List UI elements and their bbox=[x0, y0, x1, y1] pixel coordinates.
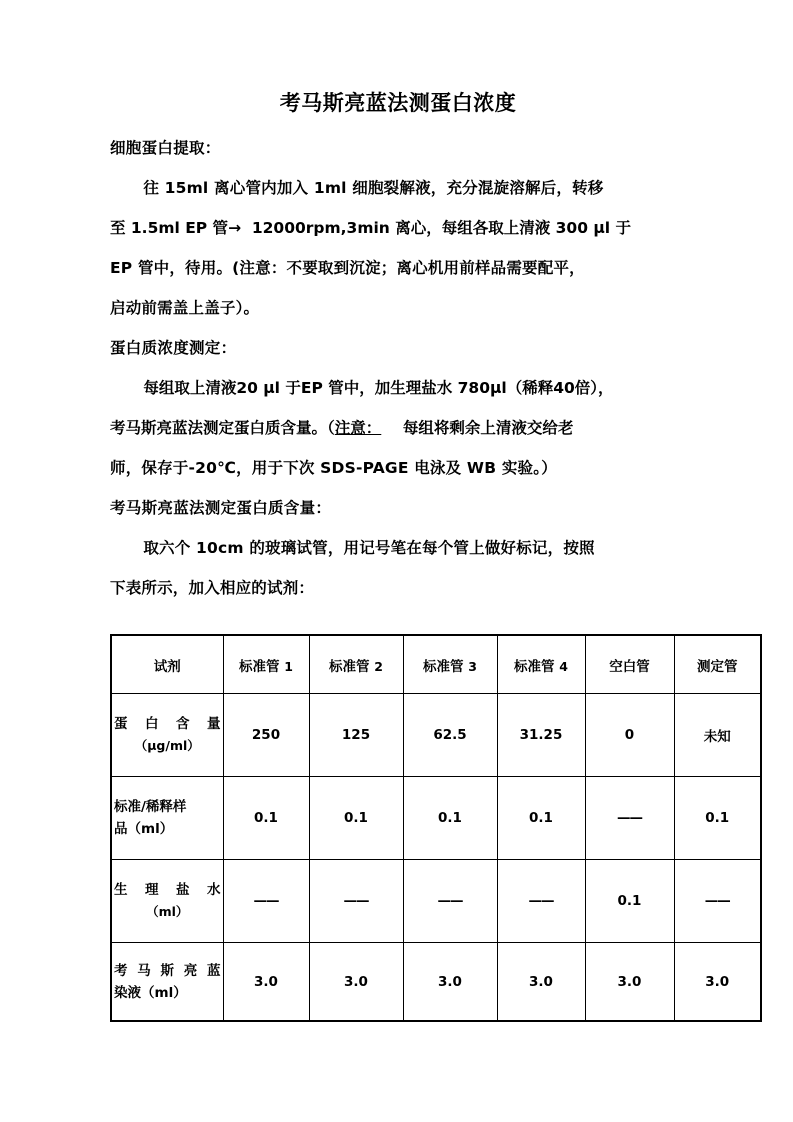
table-header-row bbox=[111, 635, 761, 694]
cell-protein-content-std4: 31.25 bbox=[497, 694, 585, 777]
row-label-sub-0: （μg/ml） bbox=[134, 738, 200, 753]
cell-coomassie-dye-sample: 3.0 bbox=[674, 943, 761, 1022]
cell-protein-content-blank: 0 bbox=[585, 694, 674, 777]
page-title: 考马斯亮蓝法测蛋白浓度 bbox=[279, 91, 517, 115]
header-num-1: 1 bbox=[284, 658, 293, 674]
cell-protein-content-sample: 未知 bbox=[674, 694, 761, 777]
right-arrow-icon: → bbox=[228, 219, 242, 237]
paragraph-extraction-line4: 启动前需盖上盖子）。 bbox=[110, 299, 260, 317]
table-header-sample-tube bbox=[674, 635, 761, 694]
table-row-coomassie-dye bbox=[111, 943, 761, 1022]
heading-protein-concentration: 蛋白质浓度测定： bbox=[110, 339, 237, 357]
header-label-5: 空白管 bbox=[609, 658, 650, 675]
header-num-4: 4 bbox=[559, 658, 568, 674]
row-label-main-1: 标准/稀释样 bbox=[114, 799, 187, 815]
cell-saline-sample: —— bbox=[674, 860, 761, 943]
table-header-standard-4 bbox=[497, 635, 585, 694]
cell-coomassie-dye-std4: 3.0 bbox=[497, 943, 585, 1022]
cell-saline-std1: —— bbox=[223, 860, 309, 943]
row-label-main-2: 生理盐水 bbox=[114, 882, 221, 898]
table-header-standard-2 bbox=[309, 635, 403, 694]
cell-standard-dilution-sample: 0.1 bbox=[674, 777, 761, 860]
cell-protein-content-std3: 62.5 bbox=[403, 694, 497, 777]
row-label-coomassie-dye bbox=[111, 943, 223, 1022]
cell-protein-content-std1: 250 bbox=[223, 694, 309, 777]
paragraph-extraction-line1: 往 15ml 离心管内加入 1ml 细胞裂解液，充分混旋溶解后，转移 bbox=[143, 179, 604, 197]
row-label-saline bbox=[111, 860, 223, 943]
concentration-line2-part-a: 考马斯亮蓝法测定蛋白质含量。（ bbox=[110, 419, 335, 437]
row-label-main-3: 考马斯亮蓝 bbox=[114, 962, 221, 979]
paragraph-concentration-line1: 每组取上清液20 μl 于EP 管中，加生理盐水 780μl（稀释40倍）， bbox=[143, 379, 614, 397]
table-row-protein-content bbox=[111, 694, 761, 777]
paragraph-extraction-line3: EP 管中，待用。(注意：不要取到沉淀；离心机用前样品需要配平， bbox=[110, 259, 585, 277]
table-row-standard-dilution bbox=[111, 777, 761, 860]
paragraph-concentration-line2 bbox=[110, 408, 686, 448]
note-label-underlined: 注意： bbox=[334, 419, 382, 437]
heading-coomassie-measurement: 考马斯亮蓝法测定蛋白质含量： bbox=[110, 499, 332, 517]
row-label-main-0: 蛋白含量 bbox=[114, 716, 221, 732]
paragraph-extraction-line2 bbox=[110, 208, 686, 248]
header-num-3: 3 bbox=[468, 658, 477, 674]
cell-standard-dilution-std1: 0.1 bbox=[223, 777, 309, 860]
table-header-standard-1 bbox=[223, 635, 309, 694]
header-label-6: 测定管 bbox=[697, 658, 738, 675]
row-label-standard-dilution bbox=[111, 777, 223, 860]
cell-saline-std2: —— bbox=[309, 860, 403, 943]
table-header-standard-3 bbox=[403, 635, 497, 694]
table-row-saline bbox=[111, 860, 761, 943]
cell-coomassie-dye-std1: 3.0 bbox=[223, 943, 309, 1022]
header-label-3: 标准管 bbox=[423, 658, 464, 675]
header-label-1: 标准管 bbox=[239, 658, 280, 675]
row-label-sub-2: （ml） bbox=[146, 904, 189, 919]
reagent-table-container bbox=[110, 634, 760, 1022]
header-num-2: 2 bbox=[374, 658, 383, 674]
cell-coomassie-dye-blank: 3.0 bbox=[585, 943, 674, 1022]
paragraph-measure-line1: 取六个 10cm 的玻璃试管，用记号笔在每个管上做好标记，按照 bbox=[143, 539, 595, 557]
header-label-4: 标准管 bbox=[514, 658, 555, 675]
cell-coomassie-dye-std3: 3.0 bbox=[403, 943, 497, 1022]
header-label-2: 标准管 bbox=[329, 658, 370, 675]
header-label-0: 试剂 bbox=[153, 658, 181, 675]
cell-standard-dilution-std3: 0.1 bbox=[403, 777, 497, 860]
cell-saline-blank: 0.1 bbox=[585, 860, 674, 943]
cell-saline-std4: —— bbox=[497, 860, 585, 943]
heading-cell-protein-extraction: 细胞蛋白提取： bbox=[110, 139, 221, 157]
extraction-line2-part-b: 12000rpm,3min 离心，每组各取上清液 300 bbox=[251, 219, 588, 237]
extraction-line2-part-c: μl 于 bbox=[593, 219, 632, 237]
paragraph-measure-line2: 下表所示，加入相应的试剂： bbox=[110, 579, 315, 597]
reagent-table bbox=[110, 634, 762, 1022]
cell-standard-dilution-blank: —— bbox=[585, 777, 674, 860]
row-label-sub-1: 品（ml） bbox=[114, 821, 174, 837]
row-label-sub-3: 染液（ml） bbox=[114, 984, 187, 1001]
row-label-protein-content bbox=[111, 694, 223, 777]
cell-protein-content-std2: 125 bbox=[309, 694, 403, 777]
cell-saline-std3: —— bbox=[403, 860, 497, 943]
paragraph-concentration-line3: 师，保存于-20℃，用于下次 SDS-PAGE 电泳及 WB 实验。） bbox=[110, 459, 557, 477]
table-header-blank-tube bbox=[585, 635, 674, 694]
cell-coomassie-dye-std2: 3.0 bbox=[309, 943, 403, 1022]
concentration-line2-part-b: 每组将剩余上清液交给老 bbox=[402, 419, 574, 437]
document-content bbox=[110, 86, 686, 608]
extraction-line2-part-a: 至 1.5ml EP 管 bbox=[110, 219, 229, 237]
cell-standard-dilution-std2: 0.1 bbox=[309, 777, 403, 860]
cell-standard-dilution-std4: 0.1 bbox=[497, 777, 585, 860]
table-header-reagent bbox=[111, 635, 223, 694]
